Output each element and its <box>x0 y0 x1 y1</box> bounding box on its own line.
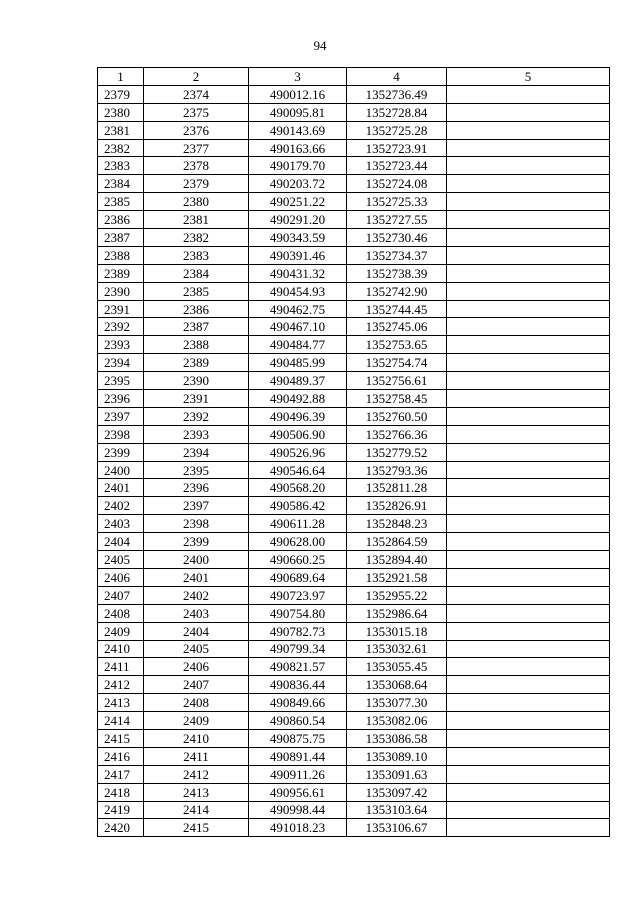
note-cell <box>447 193 610 211</box>
y-coordinate-cell: 1353097.42 <box>347 783 447 801</box>
table-row <box>98 175 610 193</box>
y-coordinate-cell: 1353068.64 <box>347 676 447 694</box>
row-number-cell: 2407 <box>98 586 144 604</box>
table-row <box>98 801 610 819</box>
point-number-cell: 2376 <box>144 121 249 139</box>
header-cell-col-1: 1 <box>98 68 144 86</box>
point-number-cell: 2394 <box>144 443 249 461</box>
row-number-cell: 2414 <box>98 712 144 730</box>
point-number-cell: 2387 <box>144 318 249 336</box>
row-number-cell: 2408 <box>98 604 144 622</box>
point-number-cell: 2403 <box>144 604 249 622</box>
table-row <box>98 390 610 408</box>
table-row <box>98 121 610 139</box>
table-row <box>98 139 610 157</box>
row-number-cell: 2401 <box>98 479 144 497</box>
y-coordinate-cell: 1352758.45 <box>347 390 447 408</box>
y-coordinate-cell: 1352894.40 <box>347 551 447 569</box>
x-coordinate-cell: 490143.69 <box>249 121 347 139</box>
note-cell <box>447 568 610 586</box>
table-row <box>98 354 610 372</box>
table-row <box>98 229 610 247</box>
point-number-cell: 2402 <box>144 586 249 604</box>
table-header <box>98 68 610 86</box>
y-coordinate-cell: 1352736.49 <box>347 85 447 103</box>
point-number-cell: 2390 <box>144 372 249 390</box>
row-number-cell: 2394 <box>98 354 144 372</box>
note-cell <box>447 676 610 694</box>
point-number-cell: 2385 <box>144 282 249 300</box>
y-coordinate-cell: 1352742.90 <box>347 282 447 300</box>
table-row <box>98 622 610 640</box>
note-cell <box>447 282 610 300</box>
point-number-cell: 2395 <box>144 461 249 479</box>
y-coordinate-cell: 1352986.64 <box>347 604 447 622</box>
point-number-cell: 2392 <box>144 407 249 425</box>
x-coordinate-cell: 490998.44 <box>249 801 347 819</box>
point-number-cell: 2384 <box>144 264 249 282</box>
note-cell <box>447 729 610 747</box>
table-row <box>98 300 610 318</box>
row-number-cell: 2380 <box>98 103 144 121</box>
point-number-cell: 2386 <box>144 300 249 318</box>
note-cell <box>447 533 610 551</box>
coordinates-table <box>97 67 610 837</box>
x-coordinate-cell: 490568.20 <box>249 479 347 497</box>
note-cell <box>447 765 610 783</box>
point-number-cell: 2414 <box>144 801 249 819</box>
y-coordinate-cell: 1352725.33 <box>347 193 447 211</box>
point-number-cell: 2375 <box>144 103 249 121</box>
y-coordinate-cell: 1352745.06 <box>347 318 447 336</box>
note-cell <box>447 658 610 676</box>
x-coordinate-cell: 490660.25 <box>249 551 347 569</box>
row-number-cell: 2416 <box>98 747 144 765</box>
note-cell <box>447 139 610 157</box>
note-cell <box>447 157 610 175</box>
x-coordinate-cell: 490611.28 <box>249 515 347 533</box>
table-row <box>98 282 610 300</box>
y-coordinate-cell: 1352779.52 <box>347 443 447 461</box>
x-coordinate-cell: 490860.54 <box>249 712 347 730</box>
point-number-cell: 2393 <box>144 425 249 443</box>
table-row <box>98 783 610 801</box>
row-number-cell: 2413 <box>98 694 144 712</box>
point-number-cell: 2380 <box>144 193 249 211</box>
table-row <box>98 586 610 604</box>
table-row <box>98 193 610 211</box>
x-coordinate-cell: 490485.99 <box>249 354 347 372</box>
row-number-cell: 2410 <box>98 640 144 658</box>
note-cell <box>447 175 610 193</box>
y-coordinate-cell: 1353103.64 <box>347 801 447 819</box>
point-number-cell: 2405 <box>144 640 249 658</box>
point-number-cell: 2412 <box>144 765 249 783</box>
table-row <box>98 246 610 264</box>
x-coordinate-cell: 490723.97 <box>249 586 347 604</box>
y-coordinate-cell: 1353091.63 <box>347 765 447 783</box>
row-number-cell: 2411 <box>98 658 144 676</box>
y-coordinate-cell: 1352848.23 <box>347 515 447 533</box>
table-row <box>98 694 610 712</box>
table-row <box>98 372 610 390</box>
x-coordinate-cell: 491018.23 <box>249 819 347 837</box>
y-coordinate-cell: 1352811.28 <box>347 479 447 497</box>
note-cell <box>447 264 610 282</box>
header-row <box>98 68 610 86</box>
note-cell <box>447 712 610 730</box>
point-number-cell: 2399 <box>144 533 249 551</box>
y-coordinate-cell: 1352955.22 <box>347 586 447 604</box>
row-number-cell: 2417 <box>98 765 144 783</box>
row-number-cell: 2403 <box>98 515 144 533</box>
y-coordinate-cell: 1352754.74 <box>347 354 447 372</box>
table-body <box>98 85 610 836</box>
note-cell <box>447 354 610 372</box>
point-number-cell: 2410 <box>144 729 249 747</box>
row-number-cell: 2419 <box>98 801 144 819</box>
y-coordinate-cell: 1352864.59 <box>347 533 447 551</box>
point-number-cell: 2391 <box>144 390 249 408</box>
x-coordinate-cell: 490586.42 <box>249 497 347 515</box>
y-coordinate-cell: 1352793.36 <box>347 461 447 479</box>
table-row <box>98 497 610 515</box>
y-coordinate-cell: 1352728.84 <box>347 103 447 121</box>
row-number-cell: 2420 <box>98 819 144 837</box>
point-number-cell: 2396 <box>144 479 249 497</box>
x-coordinate-cell: 490821.57 <box>249 658 347 676</box>
point-number-cell: 2374 <box>144 85 249 103</box>
table-row <box>98 336 610 354</box>
table-row <box>98 676 610 694</box>
table-row <box>98 211 610 229</box>
point-number-cell: 2397 <box>144 497 249 515</box>
point-number-cell: 2400 <box>144 551 249 569</box>
point-number-cell: 2401 <box>144 568 249 586</box>
x-coordinate-cell: 490484.77 <box>249 336 347 354</box>
note-cell <box>447 694 610 712</box>
point-number-cell: 2406 <box>144 658 249 676</box>
y-coordinate-cell: 1353106.67 <box>347 819 447 837</box>
row-number-cell: 2393 <box>98 336 144 354</box>
row-number-cell: 2415 <box>98 729 144 747</box>
x-coordinate-cell: 490343.59 <box>249 229 347 247</box>
note-cell <box>447 604 610 622</box>
table-row <box>98 747 610 765</box>
note-cell <box>447 640 610 658</box>
x-coordinate-cell: 490467.10 <box>249 318 347 336</box>
row-number-cell: 2388 <box>98 246 144 264</box>
note-cell <box>447 443 610 461</box>
x-coordinate-cell: 490095.81 <box>249 103 347 121</box>
y-coordinate-cell: 1353055.45 <box>347 658 447 676</box>
row-number-cell: 2404 <box>98 533 144 551</box>
table-row <box>98 551 610 569</box>
y-coordinate-cell: 1352725.28 <box>347 121 447 139</box>
table-row <box>98 157 610 175</box>
table-row <box>98 318 610 336</box>
x-coordinate-cell: 490799.34 <box>249 640 347 658</box>
point-number-cell: 2408 <box>144 694 249 712</box>
point-number-cell: 2389 <box>144 354 249 372</box>
row-number-cell: 2400 <box>98 461 144 479</box>
x-coordinate-cell: 490956.61 <box>249 783 347 801</box>
row-number-cell: 2383 <box>98 157 144 175</box>
note-cell <box>447 103 610 121</box>
row-number-cell: 2391 <box>98 300 144 318</box>
page-number: 94 <box>313 38 327 53</box>
note-cell <box>447 551 610 569</box>
y-coordinate-cell: 1352723.44 <box>347 157 447 175</box>
x-coordinate-cell: 490875.75 <box>249 729 347 747</box>
x-coordinate-cell: 490012.16 <box>249 85 347 103</box>
note-cell <box>447 515 610 533</box>
point-number-cell: 2404 <box>144 622 249 640</box>
x-coordinate-cell: 490546.64 <box>249 461 347 479</box>
note-cell <box>447 461 610 479</box>
table-row <box>98 425 610 443</box>
note-cell <box>447 479 610 497</box>
y-coordinate-cell: 1352756.61 <box>347 372 447 390</box>
y-coordinate-cell: 1352766.36 <box>347 425 447 443</box>
y-coordinate-cell: 1352921.58 <box>347 568 447 586</box>
row-number-cell: 2418 <box>98 783 144 801</box>
note-cell <box>447 211 610 229</box>
row-number-cell: 2379 <box>98 85 144 103</box>
y-coordinate-cell: 1352724.08 <box>347 175 447 193</box>
x-coordinate-cell: 490911.26 <box>249 765 347 783</box>
point-number-cell: 2407 <box>144 676 249 694</box>
note-cell <box>447 586 610 604</box>
point-number-cell: 2415 <box>144 819 249 837</box>
row-number-cell: 2395 <box>98 372 144 390</box>
y-coordinate-cell: 1353089.10 <box>347 747 447 765</box>
y-coordinate-cell: 1352730.46 <box>347 229 447 247</box>
y-coordinate-cell: 1352727.55 <box>347 211 447 229</box>
row-number-cell: 2409 <box>98 622 144 640</box>
note-cell <box>447 497 610 515</box>
table-row <box>98 443 610 461</box>
header-cell-col-5: 5 <box>447 68 610 86</box>
x-coordinate-cell: 490251.22 <box>249 193 347 211</box>
note-cell <box>447 246 610 264</box>
x-coordinate-cell: 490891.44 <box>249 747 347 765</box>
x-coordinate-cell: 490782.73 <box>249 622 347 640</box>
row-number-cell: 2397 <box>98 407 144 425</box>
row-number-cell: 2387 <box>98 229 144 247</box>
x-coordinate-cell: 490628.00 <box>249 533 347 551</box>
x-coordinate-cell: 490391.46 <box>249 246 347 264</box>
note-cell <box>447 336 610 354</box>
table-row <box>98 479 610 497</box>
table-row <box>98 712 610 730</box>
x-coordinate-cell: 490836.44 <box>249 676 347 694</box>
note-cell <box>447 819 610 837</box>
x-coordinate-cell: 490203.72 <box>249 175 347 193</box>
header-cell-col-4: 4 <box>347 68 447 86</box>
table-row <box>98 264 610 282</box>
table-row <box>98 640 610 658</box>
row-number-cell: 2392 <box>98 318 144 336</box>
y-coordinate-cell: 1353086.58 <box>347 729 447 747</box>
point-number-cell: 2409 <box>144 712 249 730</box>
row-number-cell: 2384 <box>98 175 144 193</box>
table-row <box>98 568 610 586</box>
row-number-cell: 2412 <box>98 676 144 694</box>
point-number-cell: 2413 <box>144 783 249 801</box>
row-number-cell: 2399 <box>98 443 144 461</box>
x-coordinate-cell: 490526.96 <box>249 443 347 461</box>
x-coordinate-cell: 490179.70 <box>249 157 347 175</box>
y-coordinate-cell: 1352744.45 <box>347 300 447 318</box>
x-coordinate-cell: 490689.64 <box>249 568 347 586</box>
row-number-cell: 2398 <box>98 425 144 443</box>
x-coordinate-cell: 490492.88 <box>249 390 347 408</box>
x-coordinate-cell: 490462.75 <box>249 300 347 318</box>
header-cell-col-2: 2 <box>144 68 249 86</box>
y-coordinate-cell: 1352753.65 <box>347 336 447 354</box>
note-cell <box>447 372 610 390</box>
note-cell <box>447 85 610 103</box>
row-number-cell: 2389 <box>98 264 144 282</box>
table-row <box>98 103 610 121</box>
note-cell <box>447 425 610 443</box>
row-number-cell: 2390 <box>98 282 144 300</box>
x-coordinate-cell: 490496.39 <box>249 407 347 425</box>
point-number-cell: 2382 <box>144 229 249 247</box>
table-row <box>98 515 610 533</box>
header-cell-col-3: 3 <box>249 68 347 86</box>
table-row <box>98 658 610 676</box>
row-number-cell: 2396 <box>98 390 144 408</box>
table-row <box>98 729 610 747</box>
point-number-cell: 2379 <box>144 175 249 193</box>
x-coordinate-cell: 490431.32 <box>249 264 347 282</box>
point-number-cell: 2383 <box>144 246 249 264</box>
note-cell <box>447 229 610 247</box>
note-cell <box>447 801 610 819</box>
row-number-cell: 2386 <box>98 211 144 229</box>
x-coordinate-cell: 490754.80 <box>249 604 347 622</box>
x-coordinate-cell: 490849.66 <box>249 694 347 712</box>
row-number-cell: 2405 <box>98 551 144 569</box>
y-coordinate-cell: 1352723.91 <box>347 139 447 157</box>
point-number-cell: 2377 <box>144 139 249 157</box>
table-row <box>98 765 610 783</box>
note-cell <box>447 747 610 765</box>
table-row <box>98 461 610 479</box>
table-row <box>98 819 610 837</box>
row-number-cell: 2381 <box>98 121 144 139</box>
table-row <box>98 533 610 551</box>
x-coordinate-cell: 490163.66 <box>249 139 347 157</box>
point-number-cell: 2411 <box>144 747 249 765</box>
note-cell <box>447 121 610 139</box>
y-coordinate-cell: 1352760.50 <box>347 407 447 425</box>
note-cell <box>447 390 610 408</box>
y-coordinate-cell: 1353015.18 <box>347 622 447 640</box>
point-number-cell: 2388 <box>144 336 249 354</box>
y-coordinate-cell: 1352734.37 <box>347 246 447 264</box>
table-row <box>98 85 610 103</box>
y-coordinate-cell: 1353032.61 <box>347 640 447 658</box>
x-coordinate-cell: 490506.90 <box>249 425 347 443</box>
row-number-cell: 2402 <box>98 497 144 515</box>
table-row <box>98 604 610 622</box>
row-number-cell: 2406 <box>98 568 144 586</box>
point-number-cell: 2378 <box>144 157 249 175</box>
y-coordinate-cell: 1353082.06 <box>347 712 447 730</box>
x-coordinate-cell: 490489.37 <box>249 372 347 390</box>
note-cell <box>447 318 610 336</box>
point-number-cell: 2398 <box>144 515 249 533</box>
note-cell <box>447 622 610 640</box>
y-coordinate-cell: 1352738.39 <box>347 264 447 282</box>
row-number-cell: 2382 <box>98 139 144 157</box>
y-coordinate-cell: 1353077.30 <box>347 694 447 712</box>
x-coordinate-cell: 490454.93 <box>249 282 347 300</box>
y-coordinate-cell: 1352826.91 <box>347 497 447 515</box>
note-cell <box>447 407 610 425</box>
point-number-cell: 2381 <box>144 211 249 229</box>
note-cell <box>447 783 610 801</box>
note-cell <box>447 300 610 318</box>
table-row <box>98 407 610 425</box>
row-number-cell: 2385 <box>98 193 144 211</box>
x-coordinate-cell: 490291.20 <box>249 211 347 229</box>
